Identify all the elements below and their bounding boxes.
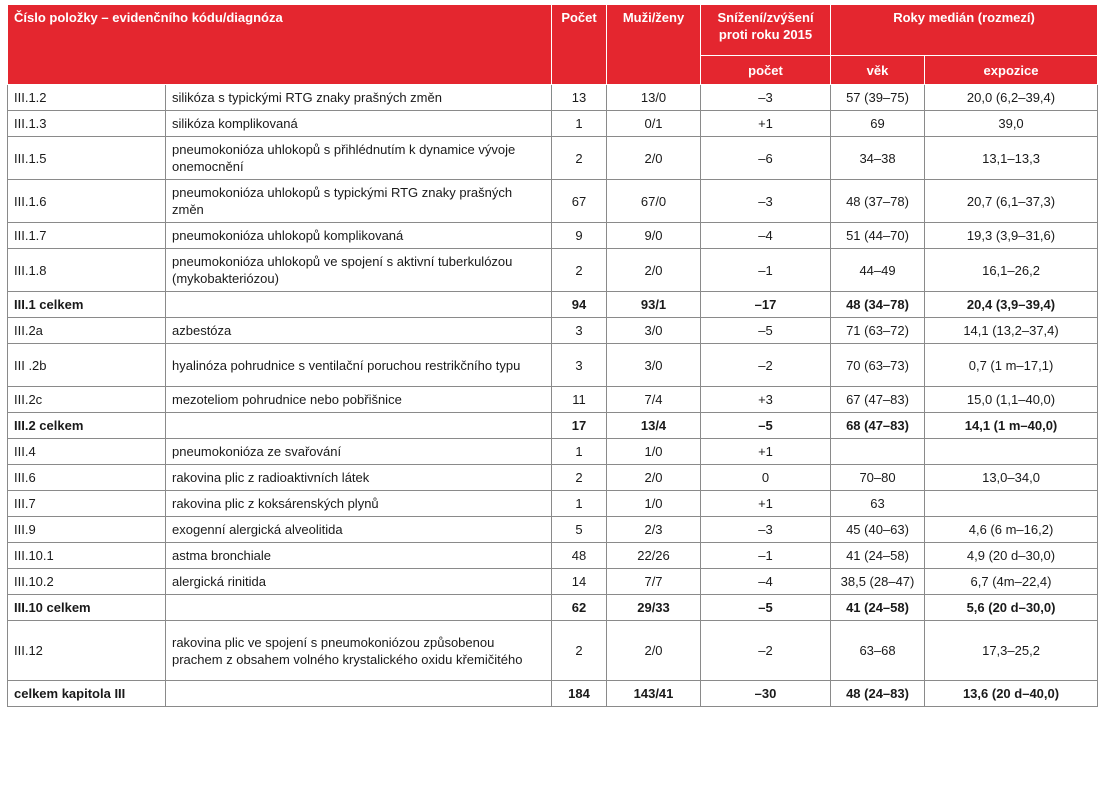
cell-change: –2 <box>701 621 831 681</box>
header-code-diagnosis: Číslo položky – evidenčního kódu/diagnóza <box>8 5 552 85</box>
cell-change: –17 <box>701 292 831 318</box>
cell-diagnosis: pneumokonióza uhlokopů s typickými RTG znaky prašných změn <box>166 180 552 223</box>
table-row <box>8 439 1098 465</box>
cell-count: 11 <box>552 387 607 413</box>
cell-age: 68 (47–83) <box>831 413 925 439</box>
table-body <box>8 85 1098 707</box>
occupational-diseases-table <box>7 4 1098 707</box>
cell-age: 70 (63–73) <box>831 344 925 387</box>
cell-diagnosis <box>166 681 552 707</box>
cell-exposure: 6,7 (4m–22,4) <box>925 569 1098 595</box>
cell-count: 1 <box>552 439 607 465</box>
cell-change: +3 <box>701 387 831 413</box>
cell-diagnosis: exogenní alergická alveolitida <box>166 517 552 543</box>
header-male-female: Muži/ženy <box>607 5 701 85</box>
cell-male-female: 29/33 <box>607 595 701 621</box>
table-row <box>8 465 1098 491</box>
cell-exposure: 14,1 (13,2–37,4) <box>925 318 1098 344</box>
table-row <box>8 249 1098 292</box>
cell-age: 44–49 <box>831 249 925 292</box>
cell-exposure: 39,0 <box>925 111 1098 137</box>
cell-code: celkem kapitola III <box>8 681 166 707</box>
cell-code: III.1 celkem <box>8 292 166 318</box>
cell-code: III.10 celkem <box>8 595 166 621</box>
cell-male-female: 7/4 <box>607 387 701 413</box>
cell-count: 5 <box>552 517 607 543</box>
cell-exposure: 20,0 (6,2–39,4) <box>925 85 1098 111</box>
cell-code: III.9 <box>8 517 166 543</box>
cell-code: III.2 celkem <box>8 413 166 439</box>
cell-exposure: 20,4 (3,9–39,4) <box>925 292 1098 318</box>
cell-count: 9 <box>552 223 607 249</box>
cell-exposure: 17,3–25,2 <box>925 621 1098 681</box>
table-row <box>8 85 1098 111</box>
table-header <box>8 5 1098 85</box>
cell-age: 70–80 <box>831 465 925 491</box>
cell-count: 2 <box>552 621 607 681</box>
cell-code: III.1.6 <box>8 180 166 223</box>
cell-diagnosis: azbestóza <box>166 318 552 344</box>
cell-male-female: 7/7 <box>607 569 701 595</box>
cell-male-female: 13/0 <box>607 85 701 111</box>
cell-male-female: 22/26 <box>607 543 701 569</box>
cell-age: 38,5 (28–47) <box>831 569 925 595</box>
cell-count: 184 <box>552 681 607 707</box>
table-row-total <box>8 595 1098 621</box>
cell-change: –4 <box>701 569 831 595</box>
cell-change: –1 <box>701 543 831 569</box>
cell-code: III.6 <box>8 465 166 491</box>
cell-diagnosis: mezoteliom pohrudnice nebo pobřišnice <box>166 387 552 413</box>
cell-age: 57 (39–75) <box>831 85 925 111</box>
cell-diagnosis: hyalinóza pohrudnice s ventilační poruchou restrikčního typu <box>166 344 552 387</box>
cell-age: 41 (24–58) <box>831 543 925 569</box>
cell-exposure <box>925 439 1098 465</box>
cell-male-female: 13/4 <box>607 413 701 439</box>
cell-count: 94 <box>552 292 607 318</box>
cell-diagnosis: alergická rinitida <box>166 569 552 595</box>
cell-male-female: 2/3 <box>607 517 701 543</box>
cell-code: III.1.2 <box>8 85 166 111</box>
cell-age <box>831 439 925 465</box>
cell-exposure: 20,7 (6,1–37,3) <box>925 180 1098 223</box>
table-row <box>8 387 1098 413</box>
cell-exposure: 13,0–34,0 <box>925 465 1098 491</box>
cell-exposure: 13,6 (20 d–40,0) <box>925 681 1098 707</box>
cell-code: III.4 <box>8 439 166 465</box>
cell-change: –5 <box>701 595 831 621</box>
cell-code: III.12 <box>8 621 166 681</box>
table-row-total <box>8 292 1098 318</box>
cell-diagnosis <box>166 595 552 621</box>
cell-exposure: 15,0 (1,1–40,0) <box>925 387 1098 413</box>
cell-diagnosis: pneumokonióza uhlokopů komplikovaná <box>166 223 552 249</box>
cell-male-female: 3/0 <box>607 344 701 387</box>
cell-count: 13 <box>552 85 607 111</box>
cell-code: III.1.3 <box>8 111 166 137</box>
cell-diagnosis: rakovina plic z koksárenských plynů <box>166 491 552 517</box>
cell-code: III.2a <box>8 318 166 344</box>
cell-diagnosis: pneumokonióza ze svařování <box>166 439 552 465</box>
cell-change: –5 <box>701 413 831 439</box>
cell-code: III .2b <box>8 344 166 387</box>
cell-exposure: 16,1–26,2 <box>925 249 1098 292</box>
cell-age: 48 (37–78) <box>831 180 925 223</box>
cell-age: 51 (44–70) <box>831 223 925 249</box>
header-change: Snížení/zvýšení proti roku 2015 <box>701 5 831 56</box>
cell-change: –3 <box>701 85 831 111</box>
cell-male-female: 93/1 <box>607 292 701 318</box>
cell-code: III.7 <box>8 491 166 517</box>
cell-change: +1 <box>701 439 831 465</box>
cell-change: +1 <box>701 491 831 517</box>
table-row <box>8 543 1098 569</box>
cell-count: 48 <box>552 543 607 569</box>
cell-count: 14 <box>552 569 607 595</box>
cell-male-female: 0/1 <box>607 111 701 137</box>
table-row <box>8 569 1098 595</box>
cell-age: 71 (63–72) <box>831 318 925 344</box>
table-row <box>8 621 1098 681</box>
cell-age: 69 <box>831 111 925 137</box>
cell-diagnosis: silikóza s typickými RTG znaky prašných změn <box>166 85 552 111</box>
cell-age: 63–68 <box>831 621 925 681</box>
cell-count: 17 <box>552 413 607 439</box>
table-row <box>8 111 1098 137</box>
table-row <box>8 180 1098 223</box>
cell-count: 1 <box>552 491 607 517</box>
cell-exposure: 0,7 (1 m–17,1) <box>925 344 1098 387</box>
cell-change: –4 <box>701 223 831 249</box>
cell-age: 48 (34–78) <box>831 292 925 318</box>
cell-change: 0 <box>701 465 831 491</box>
cell-exposure: 4,9 (20 d–30,0) <box>925 543 1098 569</box>
cell-male-female: 1/0 <box>607 491 701 517</box>
cell-change: +1 <box>701 111 831 137</box>
cell-exposure: 4,6 (6 m–16,2) <box>925 517 1098 543</box>
header-change-count: počet <box>701 56 831 85</box>
table-row-total <box>8 413 1098 439</box>
cell-age: 67 (47–83) <box>831 387 925 413</box>
header-age: věk <box>831 56 925 85</box>
cell-male-female: 67/0 <box>607 180 701 223</box>
cell-count: 2 <box>552 249 607 292</box>
table-row <box>8 223 1098 249</box>
cell-count: 3 <box>552 344 607 387</box>
table-row <box>8 137 1098 180</box>
header-median: Roky medián (rozmezí) <box>831 5 1098 56</box>
cell-diagnosis: rakovina plic ve spojení s pneumokoniózou způsobenou prachem z obsahem volného krystalického oxidu křemičitého <box>166 621 552 681</box>
cell-exposure: 5,6 (20 d–30,0) <box>925 595 1098 621</box>
cell-diagnosis: rakovina plic z radioaktivních látek <box>166 465 552 491</box>
table-row-total <box>8 681 1098 707</box>
cell-male-female: 9/0 <box>607 223 701 249</box>
cell-age: 48 (24–83) <box>831 681 925 707</box>
cell-diagnosis <box>166 413 552 439</box>
cell-code: III.1.5 <box>8 137 166 180</box>
cell-diagnosis: silikóza komplikovaná <box>166 111 552 137</box>
cell-code: III.10.2 <box>8 569 166 595</box>
table-row <box>8 491 1098 517</box>
cell-exposure: 19,3 (3,9–31,6) <box>925 223 1098 249</box>
cell-count: 1 <box>552 111 607 137</box>
cell-male-female: 2/0 <box>607 621 701 681</box>
cell-change: –1 <box>701 249 831 292</box>
cell-exposure: 13,1–13,3 <box>925 137 1098 180</box>
cell-diagnosis: astma bronchiale <box>166 543 552 569</box>
cell-male-female: 143/41 <box>607 681 701 707</box>
cell-male-female: 2/0 <box>607 465 701 491</box>
cell-male-female: 2/0 <box>607 137 701 180</box>
cell-exposure: 14,1 (1 m–40,0) <box>925 413 1098 439</box>
table-row <box>8 318 1098 344</box>
cell-change: –5 <box>701 318 831 344</box>
cell-code: III.1.8 <box>8 249 166 292</box>
cell-code: III.1.7 <box>8 223 166 249</box>
header-count: Počet <box>552 5 607 85</box>
cell-diagnosis <box>166 292 552 318</box>
cell-change: –2 <box>701 344 831 387</box>
cell-diagnosis: pneumokonióza uhlokopů ve spojení s aktivní tuberkulózou (mykobakteriózou) <box>166 249 552 292</box>
cell-count: 62 <box>552 595 607 621</box>
cell-male-female: 1/0 <box>607 439 701 465</box>
header-exposure: expozice <box>925 56 1098 85</box>
cell-exposure <box>925 491 1098 517</box>
cell-code: III.2c <box>8 387 166 413</box>
cell-count: 2 <box>552 137 607 180</box>
cell-count: 3 <box>552 318 607 344</box>
table-container <box>7 4 1097 707</box>
cell-count: 67 <box>552 180 607 223</box>
cell-male-female: 3/0 <box>607 318 701 344</box>
cell-male-female: 2/0 <box>607 249 701 292</box>
cell-change: –6 <box>701 137 831 180</box>
cell-change: –3 <box>701 180 831 223</box>
cell-age: 34–38 <box>831 137 925 180</box>
cell-diagnosis: pneumokonióza uhlokopů s přihlédnutím k dynamice vývoje onemocnění <box>166 137 552 180</box>
cell-age: 63 <box>831 491 925 517</box>
table-row <box>8 517 1098 543</box>
cell-code: III.10.1 <box>8 543 166 569</box>
cell-age: 41 (24–58) <box>831 595 925 621</box>
cell-change: –30 <box>701 681 831 707</box>
cell-change: –3 <box>701 517 831 543</box>
cell-age: 45 (40–63) <box>831 517 925 543</box>
table-row <box>8 344 1098 387</box>
cell-count: 2 <box>552 465 607 491</box>
